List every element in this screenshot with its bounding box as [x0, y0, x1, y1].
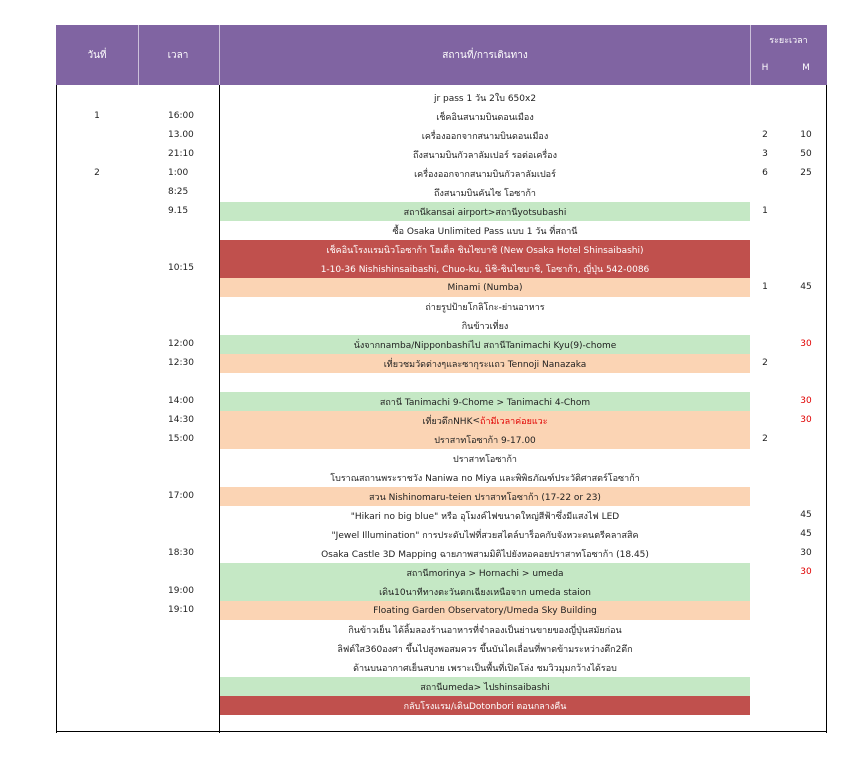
table-row — [56, 145, 827, 164]
cell-activity — [220, 620, 750, 639]
activity-text: ถ่ายรูปป้ายโกลิโกะ-ย่านอาหาร — [425, 302, 545, 313]
table-row — [56, 601, 827, 620]
cell-activity — [220, 88, 750, 107]
table-header — [56, 25, 827, 85]
activity-text: ปราสาทโอซาก้า — [453, 454, 517, 465]
cell-minutes: 30 — [800, 548, 812, 558]
cell-activity — [220, 126, 750, 145]
cell-activity — [220, 677, 750, 696]
cell-activity — [220, 240, 750, 259]
cell-minutes: 30 — [800, 339, 812, 349]
cell-time: 21:10 — [168, 149, 194, 159]
cell-day: 1 — [94, 111, 100, 121]
cell-activity — [220, 145, 750, 164]
table-row — [56, 202, 827, 221]
cell-minutes: 30 — [800, 396, 812, 406]
cell-activity — [220, 411, 750, 430]
table-row — [56, 411, 827, 430]
activity-text: เที่ยวชมวัดต่างๆและซากุระแถว Tennoji Nanazaka — [383, 359, 587, 370]
cell-activity — [220, 183, 750, 202]
activity-text: "Jewel Illumination" การประดับไฟที่สวยสไตล์บาร็อคกับจังหวะดนตรีคลาสสิค — [331, 530, 639, 541]
table-row — [56, 335, 827, 354]
activity-text: Floating Garden Observatory/Umeda Sky Building — [373, 605, 597, 616]
cell-time: 9.15 — [168, 206, 189, 216]
table-row — [56, 525, 827, 544]
cell-time: 13.00 — [168, 130, 194, 140]
activity-note: ถ้ามีเวลาค่อยแวะ — [480, 416, 548, 427]
cell-activity — [220, 164, 750, 183]
table-row — [56, 316, 827, 335]
activity-text: Minami (Numba) — [447, 282, 523, 293]
activity-text: กลับโรงแรม/เดินDotonbori ตอนกลางคืน — [403, 701, 567, 712]
header-time: เวลา — [167, 49, 189, 61]
header-day: วันที่ — [87, 49, 107, 61]
table-row — [56, 430, 827, 449]
cell-activity — [220, 373, 750, 392]
activity-text: โบราณสถานพระราชวัง Naniwa no Miya และพิพิธภัณฑ์ประวัติศาสตร์โอซาก้า — [330, 473, 640, 484]
cell-time: 18:30 — [168, 548, 194, 558]
cell-activity — [220, 601, 750, 620]
cell-activity — [220, 316, 750, 335]
activity-text: นั่งจากnamba/Nipponbashiไป สถานีTanimachi Kyu(9)-chome — [353, 340, 617, 351]
table-row — [56, 677, 827, 696]
cell-activity — [220, 335, 750, 354]
cell-minutes: 45 — [800, 529, 812, 539]
activity-text: เดิน10นาทีทางตะวันตกเฉียงเหนือจาก umeda staion — [379, 587, 591, 598]
cell-time: 15:00 — [168, 434, 194, 444]
cell-activity — [220, 221, 750, 240]
cell-activity — [220, 202, 750, 221]
activity-text: jr pass 1 วัน 2ใบ 650x2 — [433, 93, 537, 104]
cell-minutes: 45 — [800, 282, 812, 292]
cell-hours: 6 — [762, 168, 768, 178]
activity-text: ซื้อ Osaka Unlimited Pass แบบ 1 วัน ที่สถานี — [392, 226, 578, 237]
cell-activity — [220, 544, 750, 563]
cell-hours: 2 — [762, 434, 768, 444]
activity-text: เที่ยวตึกNHK — [422, 416, 473, 427]
activity-text: เช็คอินโรงแรมนิวโอซาก้า โฮเต็ล ชินไซบาชิ (New Osaka Hotel Shinsaibashi) — [326, 245, 644, 256]
cell-activity — [220, 107, 750, 126]
cell-minutes: 30 — [800, 567, 812, 577]
table-row — [56, 658, 827, 677]
table-row — [56, 696, 827, 715]
cell-activity — [220, 658, 750, 677]
activity-text: Osaka Castle 3D Mapping ฉายภาพสามมิติไปยังหอคอยปราสาทโอซาก้า (18.45) — [321, 549, 649, 560]
cell-time: 12:00 — [168, 339, 194, 349]
cell-activity — [220, 392, 750, 411]
table-row — [56, 582, 827, 601]
cell-activity — [220, 278, 750, 297]
activity-text: ปราสาทโอซาก้า 9-17.00 — [434, 435, 536, 446]
activity-text: สถานีkansai airport>สถานีyotsubashi — [403, 207, 567, 218]
cell-activity — [220, 430, 750, 449]
cell-minutes: 45 — [800, 510, 812, 520]
table-row — [56, 354, 827, 373]
cell-activity — [220, 639, 750, 658]
activity-separator: < — [472, 415, 481, 426]
cell-activity — [220, 259, 750, 278]
cell-minutes: 25 — [800, 168, 812, 178]
cell-minutes: 30 — [800, 415, 812, 425]
table-row — [56, 506, 827, 525]
table-row — [56, 240, 827, 259]
table-row — [56, 221, 827, 240]
cell-time: 17:00 — [168, 491, 194, 501]
cell-activity — [220, 449, 750, 468]
table-row — [56, 544, 827, 563]
activity-text: เครื่องออกจากสนามบินกัวลาลัมเปอร์ — [414, 169, 556, 180]
table-row — [56, 88, 827, 107]
cell-activity — [220, 696, 750, 715]
table-row — [56, 487, 827, 506]
table-row — [56, 639, 827, 658]
activity-text: ลิฟต์ใส360องศา ขึ้นไปสูงพอสมควร ขึ้นบันไดเลื่อนที่พาดข้ามระหว่างตึก2ตึก — [337, 644, 633, 655]
table-row — [56, 183, 827, 202]
header-activity: สถานที่/การเดินทาง — [442, 49, 528, 61]
activity-text: กินข้าวเย็น ได้ลิ้มลองร้านอาหารที่จำลองเป็นย่านขายของญี่ปุ่นสมัยก่อน — [348, 625, 622, 636]
cell-hours: 1 — [762, 282, 768, 292]
activity-text: สวน Nishinomaru-teien ปราสาทโอซาก้า (17-22 or 23) — [369, 492, 601, 503]
cell-activity — [220, 525, 750, 544]
table-row — [56, 620, 827, 639]
cell-time: 1:00 — [168, 168, 189, 178]
cell-activity — [220, 487, 750, 506]
cell-minutes: 50 — [800, 149, 812, 159]
cell-time: 12:30 — [168, 358, 194, 368]
cell-hours: 2 — [762, 130, 768, 140]
activity-text: เช็คอินสนามบินดอนเมือง — [436, 112, 534, 123]
activity-text: เครื่องออกจากสนามบินดอนเมือง — [421, 131, 549, 142]
cell-time: 16:00 — [168, 111, 194, 121]
activity-text: ถึงสนามบินกัวลาลัมเปอร์ รอต่อเครื่อง — [413, 150, 557, 161]
cell-time: 14:00 — [168, 396, 194, 406]
activity-text: 1-10-36 Nishishinsaibashi, Chuo-ku, นิชิ-ชินไซบาชิ, โอซาก้า, ญี่ปุ่น 542-0086 — [320, 264, 650, 275]
table-row — [56, 126, 827, 145]
table-row — [56, 449, 827, 468]
cell-activity — [220, 354, 750, 373]
header-duration: ระยะเวลา — [769, 36, 808, 46]
cell-time: 19:10 — [168, 605, 194, 615]
activity-text: สถานี Tanimachi 9-Chome > Tanimachi 4-Chom — [379, 397, 591, 408]
table-row — [56, 259, 827, 278]
table-row — [56, 563, 827, 582]
cell-time: 8:25 — [168, 187, 189, 197]
activity-text: กินข้าวเที่ยง — [461, 321, 509, 332]
activity-text: สถานีmorinya > Hornachi > umeda — [406, 568, 564, 579]
cell-activity — [220, 582, 750, 601]
activity-text: "Hikari no big blue" หรือ อุโมงค์ไฟขนาดใหญ่สีฟ้าซึ่งมีแสงไฟ LED — [350, 511, 620, 522]
activity-text: ด้านบนอากาศเย็นสบาย เพราะเป็นพื้นที่เปิดโล่ง ชมวิวมุมกว้างได้รอบ — [353, 663, 617, 674]
header-hours: H — [761, 63, 769, 73]
header-minutes: M — [802, 63, 810, 73]
table-row — [56, 278, 827, 297]
cell-hours: 3 — [762, 149, 768, 159]
cell-hours: 2 — [762, 358, 768, 368]
cell-activity — [220, 297, 750, 316]
table-row — [56, 164, 827, 183]
cell-time: 10:15 — [168, 263, 194, 273]
cell-minutes: 10 — [800, 130, 812, 140]
cell-time: 19:00 — [168, 586, 194, 596]
activity-text: ถึงสนามบินคันไซ โอซาก้า — [434, 188, 536, 199]
cell-activity — [220, 563, 750, 582]
cell-activity — [220, 506, 750, 525]
cell-hours: 1 — [762, 206, 768, 216]
table-row — [56, 373, 827, 392]
table-row — [56, 392, 827, 411]
cell-activity — [220, 468, 750, 487]
cell-time: 14:30 — [168, 415, 194, 425]
cell-day: 2 — [94, 168, 100, 178]
table-row — [56, 107, 827, 126]
activity-text: สถานีumeda> ไปshinsaibashi — [420, 682, 550, 693]
table-row — [56, 468, 827, 487]
table-row — [56, 297, 827, 316]
